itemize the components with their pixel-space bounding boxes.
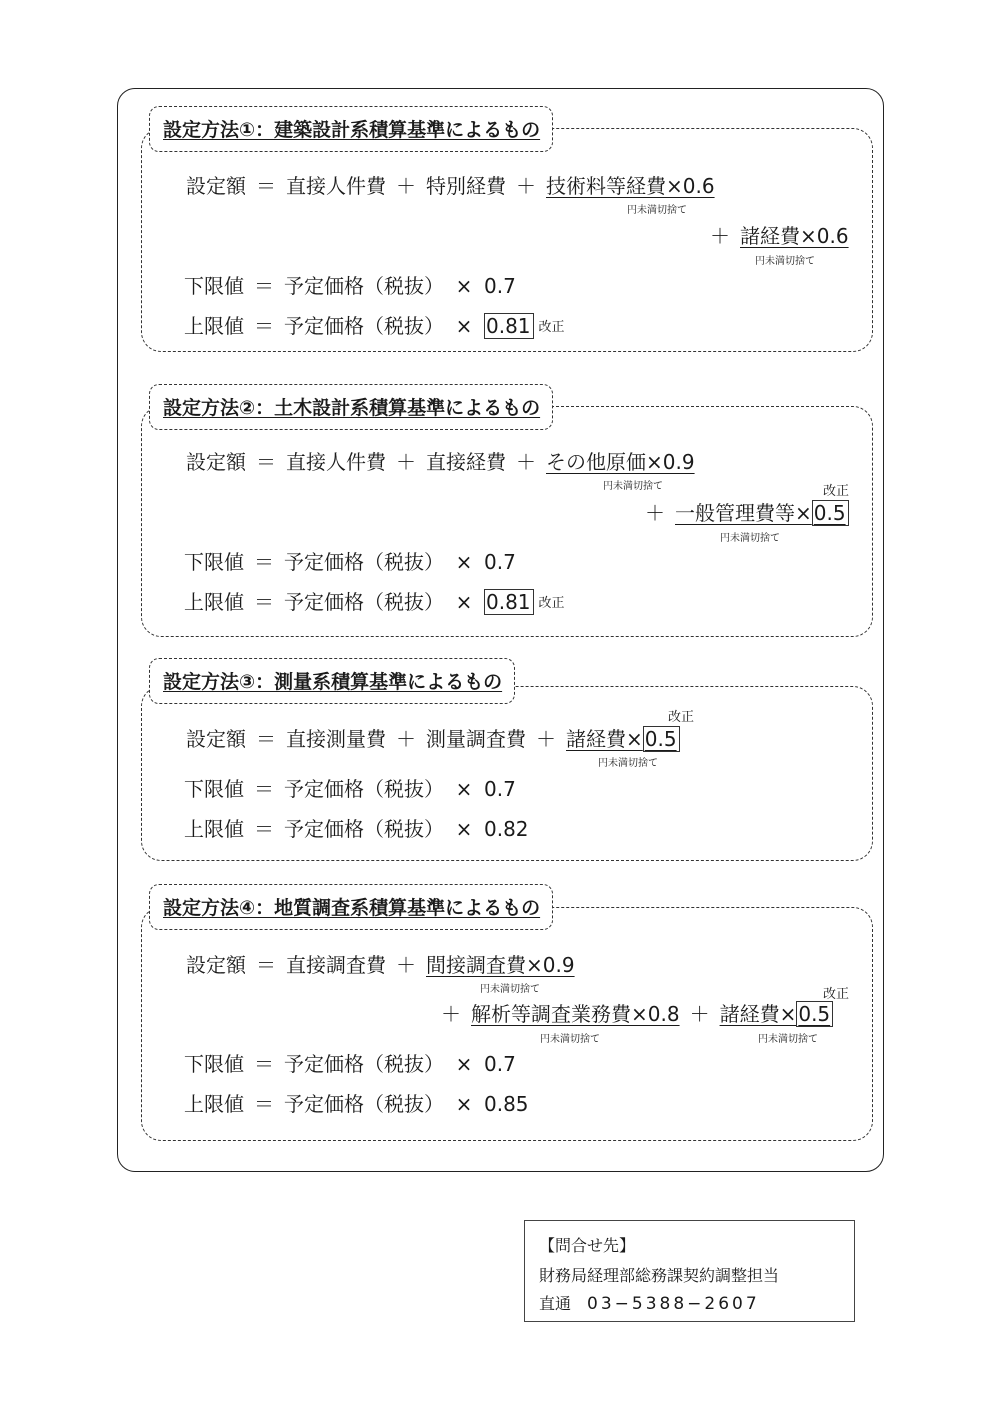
upper-value: 0.81 — [484, 313, 534, 339]
contact-phone-row — [539, 1291, 760, 1314]
method1-setting-row: 設定額 ＝ 直接人件費 ＋ 特別経費 ＋ 技術料等経費×0.6 — [186, 174, 715, 198]
contact-dept: 財務局経理部総務課契約調整担当 — [539, 1266, 780, 1285]
revised-factor: 0.5 — [812, 500, 849, 526]
term: 直接測量費 — [286, 727, 386, 751]
revised-factor: 0.5 — [643, 726, 680, 752]
method4-title: 設定方法④：地質調査系積算基準によるもの — [149, 884, 553, 930]
method2-lower-row: 下限値 ＝ 予定価格（税抜） × 0.7 — [184, 550, 516, 574]
term: 解析等調査業務費×0.8 — [471, 1002, 680, 1026]
term: 諸経費×0.6 — [740, 224, 849, 248]
method2-upper-row: 上限値 ＝ 予定価格（税抜） × 0.81 改正 — [184, 590, 565, 614]
method3-lower-row: 下限値 ＝ 予定価格（税抜） × 0.7 — [184, 777, 516, 801]
term: 特別経費 — [426, 174, 506, 198]
term: 測量調査費 — [426, 727, 526, 751]
lower-value: 0.7 — [484, 274, 516, 298]
method4-lower-row: 下限値 ＝ 予定価格（税抜） × 0.7 — [184, 1052, 516, 1076]
floor-note: 円未満切捨て — [603, 481, 663, 492]
contact-header: 【問合せ先】 — [539, 1236, 636, 1255]
method3-upper-row: 上限値 ＝ 予定価格（税抜） × 0.82 — [184, 817, 529, 841]
revised-factor: 0.5 — [796, 1001, 833, 1027]
term: 直接経費 — [426, 450, 506, 474]
setting-label: 設定額 — [186, 174, 246, 198]
method2-title: 設定方法②：土木設計系積算基準によるもの — [149, 384, 553, 430]
phone-label: 直通 — [539, 1294, 572, 1313]
term: 間接調査費×0.9 — [426, 953, 575, 977]
method1-setting-row2: ＋ 諸経費×0.6 — [710, 224, 849, 248]
term: 直接人件費 — [286, 174, 386, 198]
method1-title: 設定方法①：建築設計系積算基準によるもの — [149, 106, 553, 152]
revised-mark: 改正 — [538, 596, 565, 611]
method2-setting-row2: ＋ 一般管理費等× 0.5 — [635, 499, 849, 527]
floor-note: 円未満切捨て — [758, 1034, 818, 1045]
term: 諸経費× — [719, 1002, 797, 1026]
floor-note: 円未満切捨て — [755, 256, 815, 267]
method3-setting-row: 設定額 ＝ 直接測量費 ＋ 測量調査費 ＋ 諸経費× 0.5 — [186, 725, 680, 753]
revised-mark: 改正 — [668, 710, 695, 725]
revised-mark: 改正 — [538, 320, 565, 335]
term: その他原価×0.9 — [546, 450, 695, 474]
floor-note: 円未満切捨て — [627, 205, 687, 216]
method3-title: 設定方法③：測量系積算基準によるもの — [149, 658, 515, 704]
method2-setting-row: 設定額 ＝ 直接人件費 ＋ 直接経費 ＋ その他原価×0.9 — [186, 450, 695, 474]
floor-note: 円未満切捨て — [480, 984, 540, 995]
phone-number: 03−5388−2607 — [587, 1294, 760, 1314]
upper-value: 0.81 — [484, 589, 534, 615]
floor-note: 円未満切捨て — [540, 1034, 600, 1045]
floor-note: 円未満切捨て — [598, 758, 658, 769]
term: 一般管理費等× — [675, 501, 812, 525]
term: 直接調査費 — [286, 953, 386, 977]
contact-box — [524, 1220, 855, 1322]
term: 技術料等経費×0.6 — [546, 174, 715, 198]
method4-upper-row: 上限値 ＝ 予定価格（税抜） × 0.85 — [184, 1092, 529, 1116]
term: 直接人件費 — [286, 450, 386, 474]
revised-mark: 改正 — [823, 484, 850, 499]
method4-setting-row2: ＋ 解析等調査業務費×0.8 ＋ 諸経費× 0.5 — [431, 1000, 833, 1028]
term: 諸経費× — [566, 727, 643, 751]
method1-upper-row: 上限値 ＝ 予定価格（税抜） × 0.81 改正 — [184, 314, 565, 338]
revised-mark: 改正 — [823, 987, 850, 1002]
method1-lower-row: 下限値 ＝ 予定価格（税抜） × 0.7 — [184, 274, 516, 298]
method4-setting-row: 設定額 ＝ 直接調査費 ＋ 間接調査費×0.9 — [186, 953, 575, 977]
floor-note: 円未満切捨て — [720, 533, 780, 544]
